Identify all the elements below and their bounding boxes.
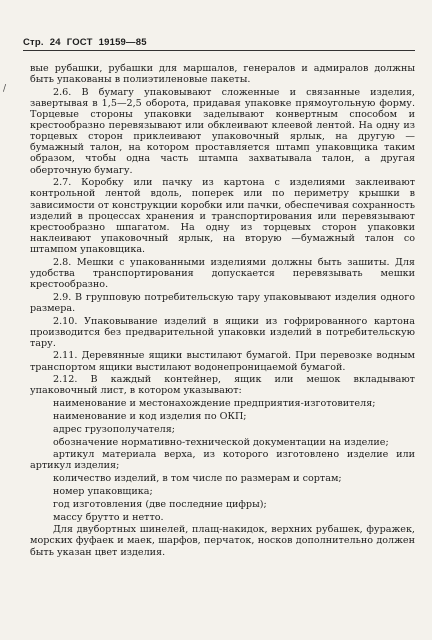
list-item-article: артикул материала верха, из которого изготовлено изделие или артикул изделия;: [30, 449, 415, 472]
paragraph-continuation: вые рубашки, рубашки для маршалов, генералов и адмиралов должны быть упакованы в полиэтиленовые пакеты.: [30, 63, 415, 86]
list-item-normative-doc: обозначение нормативно-технической документации на изделие;: [53, 436, 389, 448]
list-item-product-code: наименование и код изделия по ОКП;: [53, 411, 247, 422]
margin-mark: /: [3, 84, 7, 94]
list-item-quantity: количество изделий, в том числе по размерам и сортам;: [53, 473, 342, 485]
list-item-consignee-address: адрес грузополучателя;: [53, 423, 176, 435]
list-item-mass: массу брутто и нетто.: [53, 511, 164, 523]
paragraph-2-7: 2.7. Коробку или пачку из картона с изделиями заклеивают контрольной лентой вдоль, поперек или по периметру крышки в зависимости от конструкции коробки или пачки, обеспечивая сохранность изделий в процессах хранения и транспортирования или перевязывают крестообразно шпагатом. На одну из торцевых сторон упаковки наклеивают упаковочный ярлык, на вторую —бумажный талон со штампом упаковщика.: [30, 177, 415, 255]
page-prefix: Стр.: [23, 37, 44, 48]
paragraph-2-12: 2.12. В каждый контейнер, ящик или мешок вкладывают упаковочный лист, в котором указывают:: [30, 374, 415, 397]
document-body: [30, 63, 415, 558]
paragraph-2-6: 2.6. В бумагу упаковывают сложенные и связанные изделия, завертывая в 1,5—2,5 оборота, придавая упаковке прямоугольную форму. Торцевые стороны упаковки заделывают конвертным способом и крестообразно перевязывают или обклеивают клеевой лентой. На одну из торцевых сторон приклеивают упаковочный ярлык, на другую — бумажный талон, на котором проставляется штамп упаковщика таким образом, чтобы одна часть штампа захватывала талон, а другая оберточную бумагу.: [30, 86, 415, 176]
list-item-manufacturer: наименование и местонахождение предприятия-изготовителя;: [53, 398, 376, 410]
paragraph-2-10: 2.10. Упаковывание изделий в ящики из гофрированного картона производится без предварительной упаковки изделий в потребительскую тару.: [30, 315, 415, 349]
paragraph-2-9: 2.9. В групповую потребительскую тару упаковывают изделия одного размера.: [30, 291, 415, 314]
paragraph-color-note: Для двубортных шинелей, плащ-накидок, верхних рубашек, фуражек, морских фуфаек и маек, шарфов, перчаток, носков дополнительно должен быть указан цвет изделия.: [30, 524, 415, 558]
standard-label: ГОСТ: [66, 37, 93, 48]
header-rule: [23, 50, 415, 51]
standard-number: 19159—85: [98, 37, 147, 48]
page-number: 24: [49, 37, 61, 48]
list-item-packer-number: номер упаковщика;: [53, 486, 153, 497]
page-header: [23, 37, 153, 48]
list-item-year: год изготовления (две последние цифры);: [53, 498, 267, 510]
paragraph-2-11: 2.11. Деревянные ящики выстилают бумагой. При перевозке водным транспортом ящики выстилают водонепроницаемой бумагой.: [30, 350, 415, 373]
paragraph-2-8: 2.8. Мешки с упакованными изделиями должны быть зашиты. Для удобства транспортирования допускается перевязывать мешки крестообразно.: [30, 256, 415, 290]
